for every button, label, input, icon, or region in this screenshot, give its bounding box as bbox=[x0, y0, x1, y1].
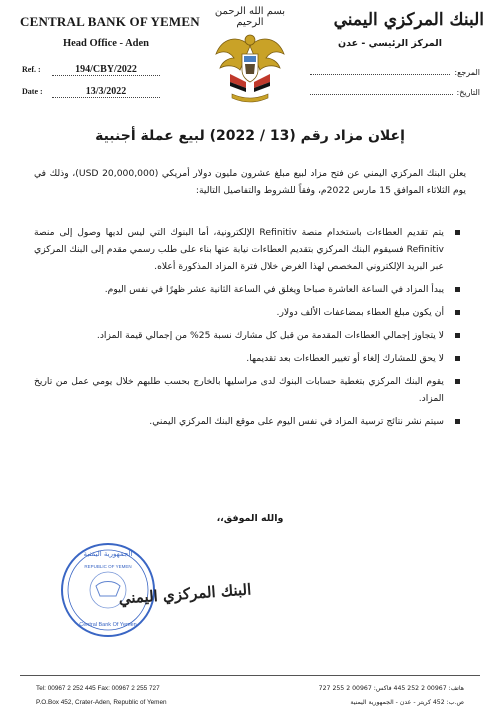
announcement-intro: يعلن البنك المركزي اليمني عن فتح مزاد لبيع مبلغ عشرون مليون دولار أمريكي (20,000,000 USD)، وذلك في يوم الثلاثاء الموافق 15 مارس 2022م، وفقاً للشروط والتفاصيل التالية: bbox=[34, 168, 467, 196]
bank-name-english: CENTRAL BANK OF YEMEN bbox=[20, 14, 200, 29]
footer-arabic bbox=[264, 682, 464, 710]
ar-date-line bbox=[310, 86, 453, 95]
yemen-eagle-emblem-icon bbox=[210, 24, 290, 104]
ar-ref-label: المرجع: bbox=[454, 68, 480, 77]
footer-address-english: P.O.Box 452, Crater-Aden, Republic of Yemen bbox=[36, 699, 167, 706]
list-item: يتم تقديم العطاءات باستخدام منصة Refinitiv الإلكترونية، أما البنوك التي ليس لديها وصول إلى منصة Refinitiv فسيقوم البنك المركزي بتقديم العطاءات نيابة عنها بناء على طلب رسمي مقدم إلى البنك المركزي عبر البريد الإلكتروني المخصص لهذا الغرض خلال فترة المزاد المذكورة أعلاه. bbox=[34, 224, 466, 275]
closing-phrase: والله الموفق،، bbox=[216, 513, 284, 524]
ar-ref-line bbox=[310, 66, 450, 75]
announcement-title: إعلان مزاد رقم (13 / 2022) لبيع عملة أجنبية bbox=[95, 128, 405, 144]
stamp-republic-text: REPUBLIC OF YEMEN bbox=[84, 564, 132, 569]
ar-date-label: التاريخ: bbox=[456, 88, 480, 97]
stamp-arabic-text: الجمهورية اليمنية bbox=[83, 550, 133, 558]
ref-value: 194/CBY/2022 bbox=[52, 64, 160, 76]
basmala-calligraphy: بسم الله الرحمن الرحيم bbox=[214, 6, 286, 28]
footer-tel-english: Tel: 00967 2 252 445 Fax: 00967 2 255 727 bbox=[36, 685, 160, 692]
bank-name-arabic: البنك المركزي اليمني bbox=[333, 10, 484, 30]
list-item: لا يحق للمشارك إلغاء أو تغيير العطاءات بعد تقديمها. bbox=[34, 350, 466, 367]
signature-text: البنك المركزي اليمني bbox=[118, 580, 252, 608]
footer-english bbox=[36, 682, 167, 710]
head-office-english: Head Office - Aden bbox=[62, 38, 150, 49]
list-item: لا يتجاوز إجمالي العطاءات المقدمة من قبل كل مشارك نسبة 25% من إجمالي قيمة المزاد. bbox=[34, 327, 466, 344]
conditions-list bbox=[34, 224, 466, 436]
ref-row bbox=[22, 64, 160, 76]
date-value: 13/3/2022 bbox=[52, 86, 160, 98]
stamp-english-text: Central Bank Of Yemen bbox=[79, 622, 137, 628]
footer-address-arabic: ص.ب: 452 كريتر - عدن - الجمهورية اليمنية bbox=[350, 699, 464, 706]
head-office-arabic: المركز الرئيسي - عدن bbox=[338, 38, 442, 49]
ar-date-row bbox=[310, 86, 480, 97]
list-item: يبدأ المزاد في الساعة العاشرة صباحا ويغلق في الساعة الثانية عشر ظهرًا في نفس اليوم. bbox=[34, 281, 466, 298]
list-item: سيتم نشر نتائج ترسية المزاد في نفس اليوم على موقع البنك المركزي اليمني. bbox=[34, 413, 466, 430]
list-item: يقوم البنك المركزي بتغطية حسابات البنوك لدى مراسليها بالخارج بحسب طلبهم خلال يومي عمل من تاريخ المزاد. bbox=[34, 373, 466, 407]
date-label: Date : bbox=[22, 87, 43, 96]
ref-label: Ref. : bbox=[22, 65, 41, 74]
date-row bbox=[22, 86, 160, 98]
list-item: أن يكون مبلغ العطاء بمضاعفات الألف دولار. bbox=[34, 304, 466, 321]
footer-tel-arabic: هاتف: 00967 2 252 445 فاكس: 00967 2 255 727 bbox=[318, 685, 464, 692]
ar-ref-row bbox=[310, 66, 480, 77]
footer-divider bbox=[20, 675, 480, 676]
